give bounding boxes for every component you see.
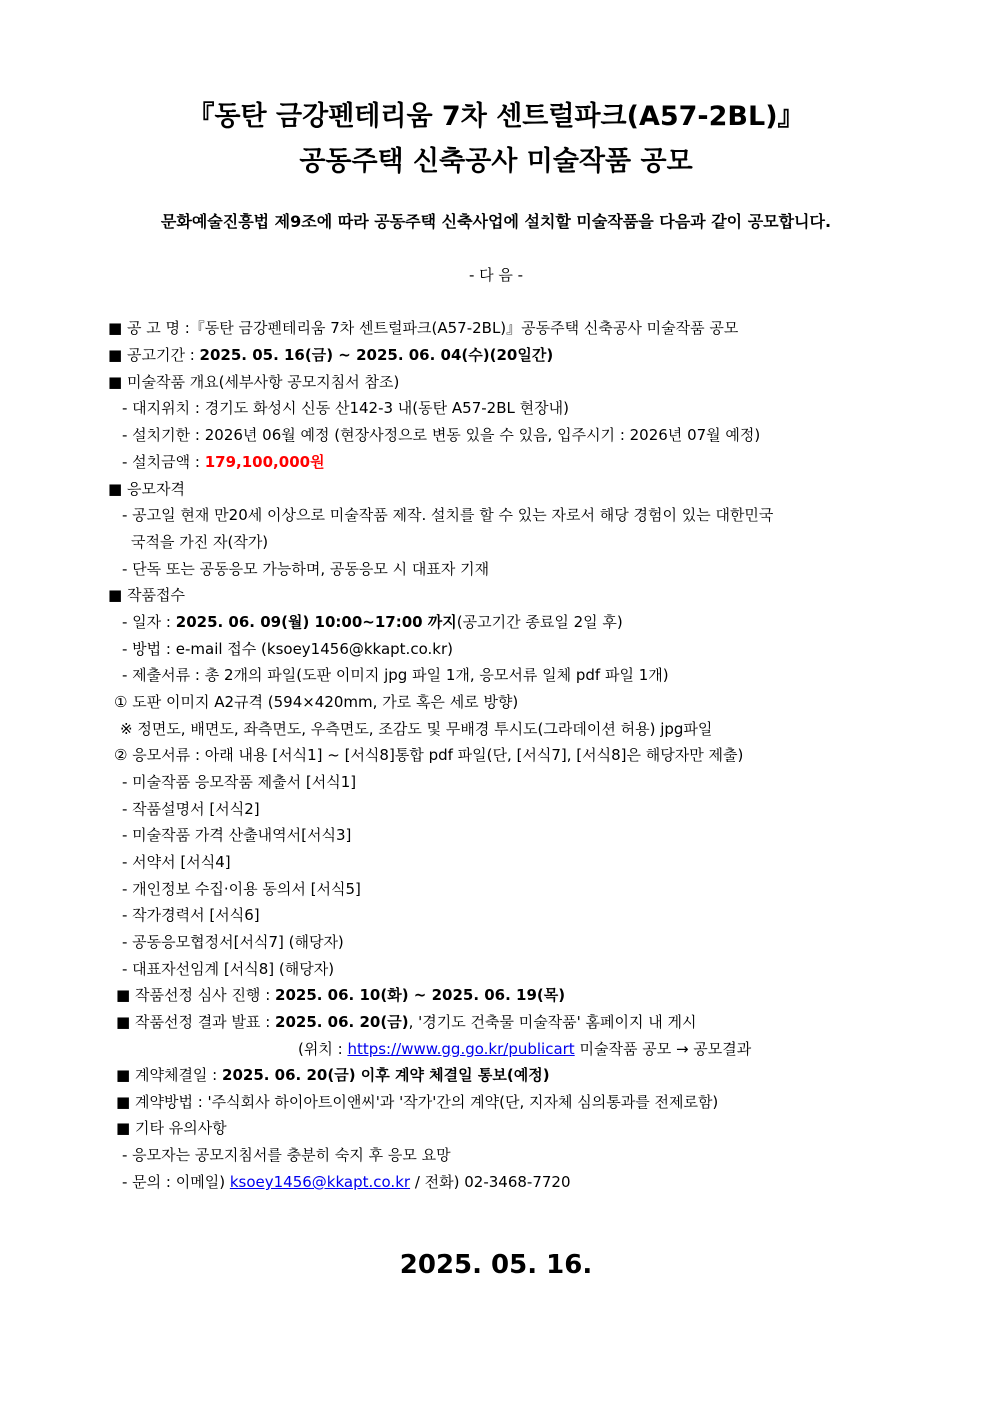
- item-result-location: [298, 1039, 751, 1059]
- item-overview: [108, 372, 399, 392]
- doc-1-text: ① 도판 이미지 A2규격 (594×420mm, 가로 혹은 세로 방향): [114, 693, 519, 711]
- item-etc-2: [122, 1172, 571, 1192]
- date-label: - 일자 :: [122, 613, 176, 631]
- form-8: - 대표자선임계 [서식8] (해당자): [122, 960, 335, 978]
- item-gonggo-name: [108, 318, 738, 338]
- title-line-2: 공동주택 신축공사 미술작품 공모: [299, 146, 693, 177]
- item-review: [116, 985, 565, 1005]
- bullet-square-icon: ■: [116, 986, 131, 1004]
- item-contract: [116, 1065, 550, 1085]
- qualification-1a: - 공고일 현재 만20세 이상으로 미술작품 제작. 설치를 할 수 있는 자로서 해당 경험이 있는 대한민국: [122, 506, 774, 524]
- etc-text: 기타 유의사항: [134, 1119, 227, 1137]
- form-3: - 미술작품 가격 산출내역서[서식3]: [122, 826, 352, 844]
- install-period-text: - 설치기한 : 2026년 06월 예정 (현장사정으로 변동 있을 수 있음, 입주시기 : 2026년 07월 예정): [122, 426, 761, 444]
- bullet-square-icon: ■: [108, 480, 123, 498]
- form-5: - 개인정보 수집·이용 동의서 [서식5]: [122, 880, 361, 898]
- location-text: - 대지위치 : 경기도 화성시 신동 산142-3 내(동탄 A57-2BL 현장내): [122, 399, 569, 417]
- etc-2-tail: / 전화) 02-3468-7720: [410, 1173, 571, 1191]
- review-value: 2025. 06. 10(화) ~ 2025. 06. 19(목): [275, 986, 566, 1004]
- etc-2-label: - 문의 : 이메일): [122, 1173, 230, 1191]
- gonggo-name-text: 공 고 명 :『동탄 금강펜테리움 7차 센트럴파크(A57-2BL)』공동주택 신축공사 미술작품 공모: [126, 319, 739, 337]
- item-contract-method: [116, 1092, 718, 1112]
- method-text: - 방법 : e-mail 접수 (ksoey1456@kkapt.co.kr): [122, 640, 453, 658]
- bullet-square-icon: ■: [108, 586, 123, 604]
- item-amount: [122, 452, 325, 472]
- footer-date: 2025. 05. 16.: [399, 1250, 593, 1280]
- next-heading: - 다 음 -: [468, 266, 524, 284]
- result-label: 작품선정 결과 발표 :: [134, 1013, 276, 1031]
- result-note: , '경기도 건축물 미술작품' 홈페이지 내 게시: [408, 1013, 697, 1031]
- contract-method-text: 계약방법 : '주식회사 하이아트이앤씨'과 '작가'간의 계약(단, 지자체 심의통과를 전제로함): [134, 1093, 719, 1111]
- period-value: 2025. 05. 16(금) ~ 2025. 06. 04(수)(20일간): [199, 346, 554, 364]
- amount-label: - 설치금액 :: [122, 453, 205, 471]
- item-period: [108, 345, 553, 365]
- publicart-link[interactable]: https://www.gg.go.kr/publicart: [347, 1040, 575, 1058]
- item-reception: [108, 585, 185, 605]
- date-note: (공고기간 종료일 2일 후): [456, 613, 623, 631]
- form-2: - 작품설명서 [서식2]: [122, 800, 260, 818]
- qualification-2: - 단독 또는 공동응모 가능하며, 공동응모 시 대표자 기재: [122, 560, 490, 578]
- reception-text: 작품접수: [126, 586, 185, 604]
- amount-value: 179,100,000원: [204, 453, 325, 471]
- form-1: - 미술작품 응모작품 제출서 [서식1]: [122, 773, 357, 791]
- review-label: 작품선정 심사 진행 :: [134, 986, 276, 1004]
- overview-text: 미술작품 개요(세부사항 공모지침서 참조): [126, 373, 400, 391]
- item-qualification: [108, 479, 185, 499]
- contact-email-link[interactable]: ksoey1456@kkapt.co.kr: [229, 1173, 411, 1191]
- doc-1-note: ※ 정면도, 배면도, 좌측면도, 우측면도, 조감도 및 무배경 투시도(그라데이션 허용) jpg파일: [120, 720, 713, 738]
- title-line-1: 『동탄 금강펜테리움 7차 센트럴파크(A57-2BL)』: [187, 101, 805, 132]
- period-label: 공고기간 :: [126, 346, 200, 364]
- result-loc-tail: 미술작품 공모 → 공모결과: [574, 1040, 752, 1058]
- bullet-square-icon: ■: [116, 1013, 131, 1031]
- item-etc: [116, 1118, 227, 1138]
- bullet-square-icon: ■: [116, 1093, 131, 1111]
- documents-text: - 제출서류 : 총 2개의 파일(도판 이미지 jpg 파일 1개, 응모서류 일체 pdf 파일 1개): [122, 666, 669, 684]
- item-reception-date: [122, 612, 623, 632]
- form-4: - 서약서 [서식4]: [122, 853, 231, 871]
- contract-label: 계약체결일 :: [134, 1066, 223, 1084]
- date-value: 2025. 06. 09(월) 10:00~17:00 까지: [175, 613, 457, 631]
- form-6: - 작가경력서 [서식6]: [122, 906, 260, 924]
- bullet-square-icon: ■: [108, 319, 123, 337]
- bullet-square-icon: ■: [116, 1119, 131, 1137]
- bullet-square-icon: ■: [108, 373, 123, 391]
- bullet-square-icon: ■: [108, 346, 123, 364]
- item-result: [116, 1012, 697, 1032]
- result-loc-label: (위치 :: [298, 1040, 348, 1058]
- bullet-square-icon: ■: [116, 1066, 131, 1084]
- contract-value: 2025. 06. 20(금) 이후 계약 체결일 통보(예정): [222, 1066, 550, 1084]
- result-value: 2025. 06. 20(금): [275, 1013, 409, 1031]
- qualification-1b: 국적을 가진 자(작가): [131, 533, 269, 551]
- etc-1: - 응모자는 공모지침서를 충분히 숙지 후 응모 요망: [122, 1146, 451, 1164]
- qualification-text: 응모자격: [126, 480, 185, 498]
- doc-2-text: ② 응모서류 : 아래 내용 [서식1] ~ [서식8]통합 pdf 파일(단, [서식7], [서식8]은 해당자만 제출): [114, 746, 744, 764]
- form-7: - 공동응모협정서[서식7] (해당자): [122, 933, 344, 951]
- intro-text: 문화예술진흥법 제9조에 따라 공동주택 신축사업에 설치할 미술작품을 다음과 같이 공모합니다.: [160, 212, 832, 231]
